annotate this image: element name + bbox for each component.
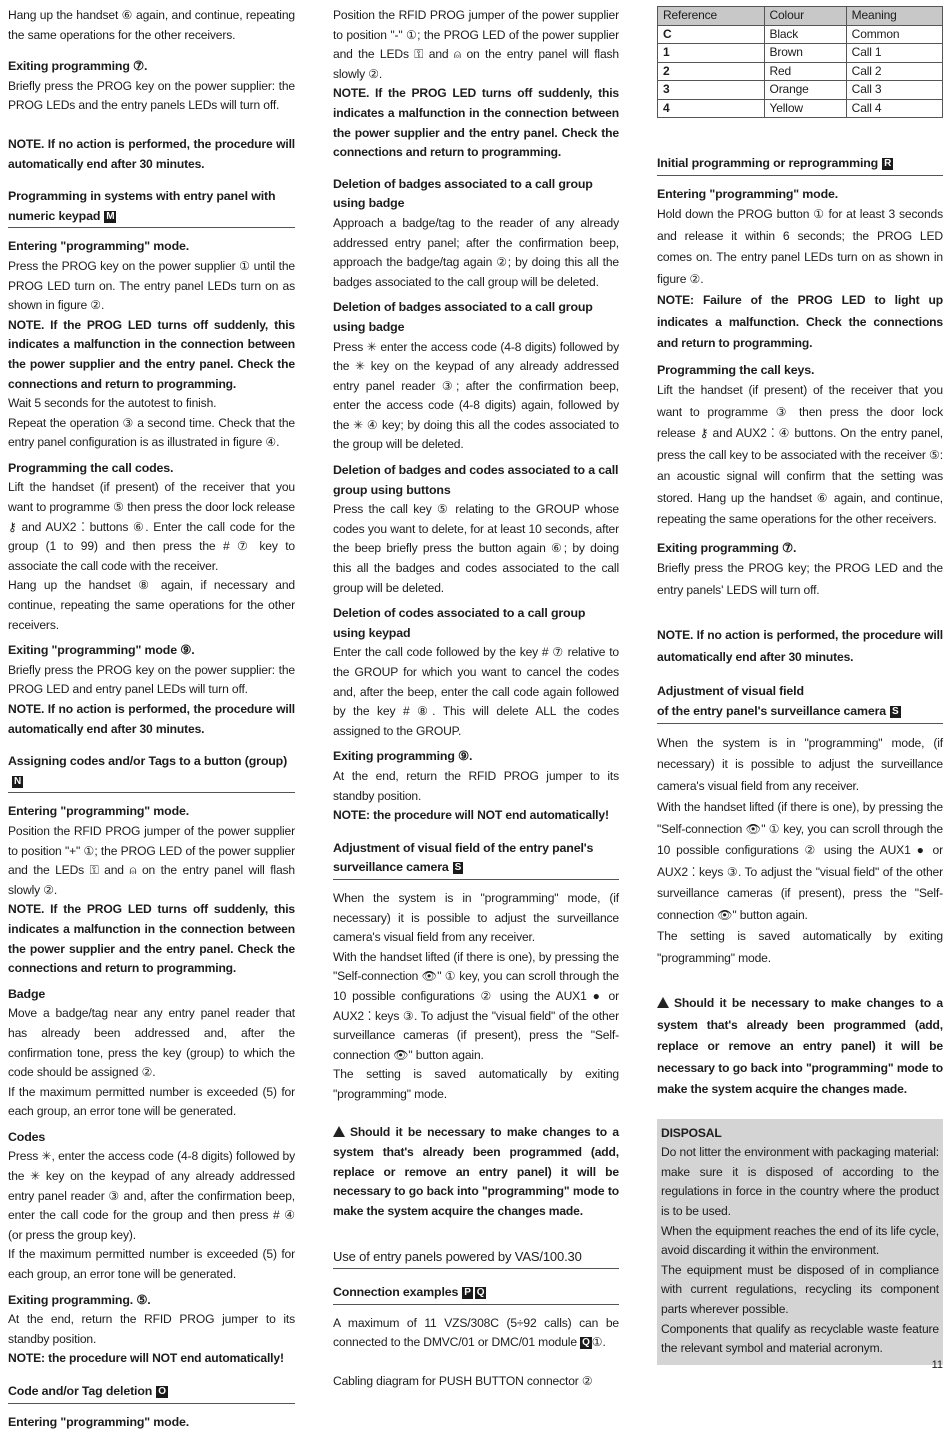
paragraph: Lift the handset (if present) of the receiver that you want to programme ③ then press the door lock release ⚷ and AUX2 ⁚ ④ buttons. On the entry panel, press the call key to be associated with the receiver ⑤: an acoustic signal will confirm that the setting was stored. Hang up the handset ⑥ again, and continue, repeating the same operations for the other receivers. xyxy=(657,383,943,527)
paragraph: When the system is in "programming" mode, (if necessary) it is possible to adjust the surveillance camera's visual field from any receiver. xyxy=(333,890,619,945)
note: NOTE: the procedure will NOT end automatically! xyxy=(333,808,609,823)
page-number: 11 xyxy=(931,1359,943,1371)
paragraph: The setting is saved automatically by exiting "programming" mode. xyxy=(333,1067,619,1101)
section-heading: Code and/or Tag deletion O xyxy=(8,1382,295,1404)
section-heading: Programming in systems with entry panel with numeric keypad M xyxy=(8,187,295,228)
paragraph: Repeat the operation ③ a second time. Check that the entry panel configuration is as illustrated in figure ④. xyxy=(8,415,295,450)
paragraph: The equipment must be disposed of in compliance with current regulations, recycling its component parts wherever possible. xyxy=(661,1262,939,1316)
paragraph: Wait 5 seconds for the autotest to finish. xyxy=(8,396,217,411)
note: NOTE: the procedure will NOT end automatically! xyxy=(8,1351,284,1366)
table-row: 3 Orange Call 3 xyxy=(658,81,943,100)
figure-badge: S xyxy=(892,705,899,717)
heading: Entering "programming" mode. xyxy=(8,239,190,254)
disposal-box xyxy=(657,1119,943,1365)
paragraph: When the equipment reaches the end of its life cycle, avoid discarding it within the environment. xyxy=(661,1223,939,1258)
paragraph: The setting is saved automatically by exiting "programming" mode. xyxy=(657,929,943,965)
heading: Programming the call codes. xyxy=(8,460,174,475)
figure-badge: Q xyxy=(476,1287,485,1299)
paragraph: At the end, return the RFID PROG jumper to its standby position. xyxy=(333,768,619,803)
paragraph: Press the PROG key on the power supplier ① until the PROG LED turn on. The entry panel LEDs turn on as shown in figure ②. xyxy=(8,258,295,313)
note: NOTE. If the PROG LED turns off suddenly, this indicates a malfunction in the connection between the power supplier and the entry panel. Check the connections and return to programming. xyxy=(8,317,295,391)
disposal-title: DISPOSAL xyxy=(661,1125,722,1140)
heading: Programming the call keys. xyxy=(657,362,815,377)
paragraph: Briefly press the PROG key on the power supplier: the PROG LEDs and the entry panels LEDs will turn off. xyxy=(8,78,295,113)
figure-badge: S xyxy=(454,862,462,874)
table-header: Reference xyxy=(658,7,765,26)
warning: Should it be necessary to make changes to a system that's already been programmed (add, replace or remove an entry panel) it will be necessary to go back into "programming" mode to make the system acquire the changes made. xyxy=(333,1125,619,1218)
paragraph: Approach a badge/tag to the reader of any already addressed entry panel; after the confirmation beep, approach the badge/tag again ②; by doing this all the badges associated to the call group will be deleted. xyxy=(333,215,619,289)
table-row: 2 Red Call 2 xyxy=(658,62,943,81)
column-right xyxy=(657,6,943,1365)
paragraph: Briefly press the PROG key on the power supplier: the PROG LED and entry panel LEDs will turn off. xyxy=(8,662,295,697)
paragraph: With the handset lifted (if there is one), by pressing the "Self-connection 👁" ① key, you can scroll through the 10 possible configurations ② using the AUX1 ● or AUX2 ⁚ keys ③. To adjust the "visual field" of the other surveillance cameras (if present), press the "Self-connection 👁" button again. xyxy=(333,949,619,1062)
heading: Deletion of badges and codes associated to a call group using buttons xyxy=(333,463,619,497)
paragraph: Enter the call code followed by the key # ⑦ relative to the GROUP for which you want to cancel the codes and, after the beep, enter the call code again followed by the key # ⑧. This will delete ALL the codes assigned to the GROUP. xyxy=(333,645,619,738)
paragraph: Lift the handset (if present) of the receiver that you want to programme ⑤ then press the door lock release ⚷ and AUX2 ⁚ buttons ⑥. Enter the call code for the group (1 to 99) and then press the # ⑦ key to associate the call code with the receiver. xyxy=(8,480,295,573)
section-heading: Use of entry panels powered by VAS/100.30 xyxy=(333,1247,619,1269)
paragraph: Press ✳ enter the access code (4-8 digits) followed by the ✳ key on the keypad of any already addressed entry panel reader ③; after the confirmation beep, enter the access code (4-8 digits) again, followed by the ✳ ④ key; by doing this all the codes associated to the group will be deleted. xyxy=(333,339,619,452)
heading: Badge xyxy=(8,986,46,1001)
paragraph: When the system is in "programming" mode, (if necessary) it is possible to adjust the surveillance camera's visual field from any receiver. xyxy=(657,735,943,793)
heading: Exiting "programming" mode ⑨. xyxy=(8,643,195,658)
paragraph: Cabling diagram for PUSH BUTTON connector ② xyxy=(333,1373,593,1388)
table-header: Meaning xyxy=(846,7,942,26)
heading: Exiting programming ⑦. xyxy=(8,59,148,74)
paragraph: Move a badge/tag near any entry panel reader that has already been addressed and, after the confirmation tone, press the key (group) to which the code should be assigned ②. xyxy=(8,1006,295,1080)
figure-badge: M xyxy=(106,210,115,222)
paragraph: At the end, return the RFID PROG jumper to its standby position. xyxy=(8,1312,295,1346)
figure-badge: P xyxy=(464,1287,471,1299)
paragraph: If the maximum permitted number is exceeded (5) for each group, an error tone will be generated. xyxy=(8,1084,295,1119)
table-row: 1 Brown Call 1 xyxy=(658,44,943,63)
note: NOTE: Failure of the PROG LED to light up indicates a malfunction. Check the connections and return to programming. xyxy=(657,293,943,351)
section-heading: Adjustment of visual field of the entry panel's surveillance camera S xyxy=(333,839,619,880)
paragraph: Briefly press the PROG key; the PROG LED and the entry panels' LEDS will turn off. xyxy=(657,561,943,597)
paragraph: Components that qualify as recyclable waste feature the relevant symbol and material acronym. xyxy=(661,1321,939,1356)
table-row: 4 Yellow Call 4 xyxy=(658,99,943,118)
heading: Entering "programming" mode. xyxy=(657,186,839,201)
paragraph: Position the RFID PROG jumper of the power supplier to position "+" ①; the PROG LED of the power supplier and the LEDs ⚿ and ⍝ on the entry panel will flash slowly ②. xyxy=(8,823,295,897)
note: NOTE. If no action is performed, the procedure will automatically end after 30 minutes. xyxy=(8,702,295,736)
figure-badge: O xyxy=(158,1386,166,1397)
paragraph: Press the call key ⑤ relating to the GROUP whose codes you want to delete, for at least 10 seconds, after the beep briefly press the button again ⑥; by doing this all the badges and codes associated to the call group will be deleted. xyxy=(333,502,619,595)
paragraph: With the handset lifted (if there is one), by pressing the "Self-connection 👁" ① key, you can scroll through the 10 possible configurations ② using the AUX1 ● or AUX2 ⁚ keys ③. To adjust the "visual field" of the other surveillance cameras (if present), press the "Self-connection 👁" button again. xyxy=(657,800,943,922)
table-header: Colour xyxy=(764,7,846,26)
figure-badge: Q xyxy=(582,1337,590,1349)
warning-icon xyxy=(657,997,669,1008)
paragraph: Hang up the handset ⑥ again, and continue, repeating the same operations for the other receivers. xyxy=(8,8,295,42)
warning: Should it be necessary to make changes to a system that's already been programmed (add, replace or remove an entry panel) it will be necessary to go back into "programming" mode to make the system acquire the changes made. xyxy=(657,996,943,1097)
column-middle xyxy=(333,6,619,1391)
paragraph: Do not litter the environment with packaging material: make sure it is disposed of according to the regulations in force in the country where the product is to be used. xyxy=(661,1145,939,1218)
table-row: C Black Common xyxy=(658,25,943,44)
section-heading: Initial programming or reprogramming R xyxy=(657,154,943,176)
heading: Adjustment of visual field xyxy=(657,684,804,699)
note: NOTE. If no action is performed, the procedure will automatically end after 30 minutes. xyxy=(657,628,943,664)
note: NOTE. If the PROG LED turns off suddenly, this indicates a malfunction in the connection between the power supplier and the entry panel. Check the connections and return to programming. xyxy=(8,902,295,976)
paragraph: A maximum of 11 VZS/308C (5÷92 calls) can be connected to the DMVC/01 or DMC/01 module Q ①. xyxy=(333,1315,619,1350)
section-heading: of the entry panel's surveillance camera S xyxy=(657,702,943,724)
heading: Codes xyxy=(8,1129,46,1144)
heading: Entering "programming" mode. xyxy=(8,804,190,819)
paragraph: Press ✳, enter the access code (4-8 digits) followed by the ✳ key on the keypad of any already addressed entry panel reader ③ and, after the confirmation beep, enter the call code for the group and then press # ④ (or press the group key). xyxy=(8,1149,295,1242)
heading: Exiting programming ⑦. xyxy=(657,540,797,555)
heading: Deletion of badges associated to a call group using badge xyxy=(333,176,593,211)
warning-icon xyxy=(333,1126,345,1137)
wire-colour-table xyxy=(657,6,943,118)
column-left xyxy=(8,6,295,1432)
heading: Exiting programming ⑨. xyxy=(333,749,473,764)
heading: Entering "programming" mode. xyxy=(8,1414,190,1429)
heading: Exiting programming. ⑤. xyxy=(8,1292,151,1307)
paragraph: Hang up the handset ⑧ again, if necessary and continue, repeating the same operations for the other receivers. xyxy=(8,578,295,632)
section-heading: Assigning codes and/or Tags to a button (group)N xyxy=(8,752,295,793)
paragraph: Hold down the PROG button ① for at least 3 seconds and release it within 6 seconds; the PROG LED comes on. The entry panel LEDs turn on as shown in figure ②. xyxy=(657,207,943,286)
heading: Deletion of codes associated to a call group using keypad xyxy=(333,606,586,640)
note: NOTE. If the PROG LED turns off suddenly, this indicates a malfunction in the connection between the power supplier and the entry panel. Check the connections and return to programming. xyxy=(333,86,619,160)
paragraph: If the maximum permitted number is exceeded (5) for each group, an error tone will be generated. xyxy=(8,1247,295,1282)
heading: Deletion of badges associated to a call group using badge xyxy=(333,300,593,334)
note: NOTE. If no action is performed, the procedure will automatically end after 30 minutes. xyxy=(8,136,295,171)
paragraph: Position the RFID PROG jumper of the power supplier to position "-" ①; the PROG LED of the power supplier and the LEDs ⚿ and ⍝ on the entry panel will flash slowly ②. xyxy=(333,8,619,81)
figure-badge: N xyxy=(14,775,22,787)
section-heading: Connection examples P Q xyxy=(333,1283,619,1305)
figure-badge: R xyxy=(884,158,892,169)
